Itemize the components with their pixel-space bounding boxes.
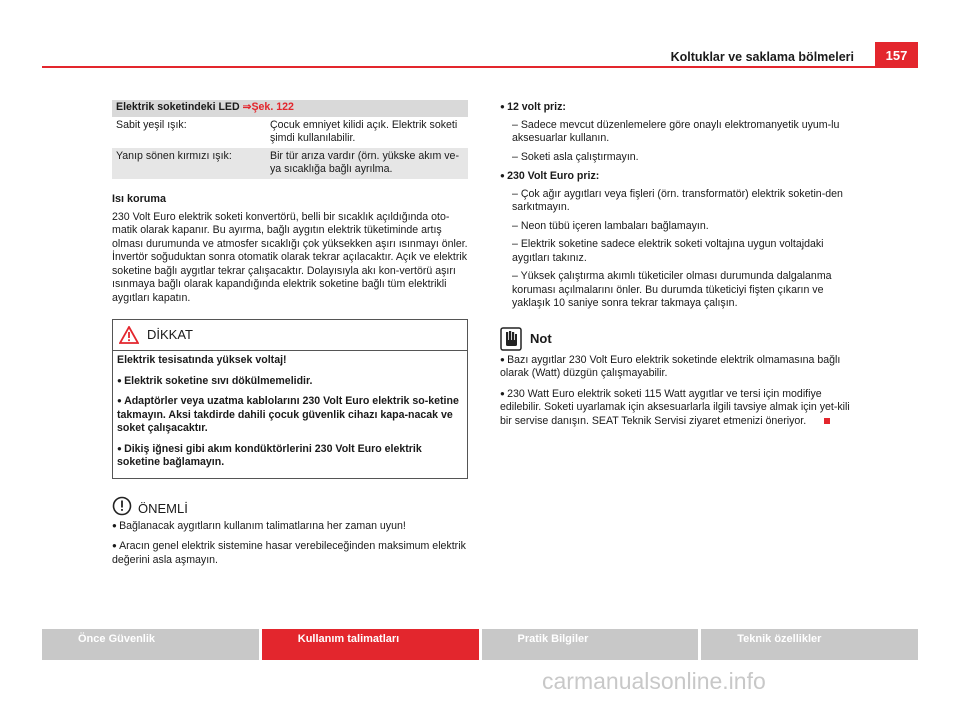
watermark: carmanualsonline.info [542, 668, 766, 694]
led-table [112, 100, 468, 179]
warning-header [113, 320, 467, 351]
list-item: ● Aracın genel elektrik sistemine hasar verebileceğinden maksimum elektrik değerini asla aşmayın. [112, 539, 468, 567]
led-table-title: Elektrik soketindeki LED [116, 101, 240, 113]
note-title: Not [530, 330, 552, 346]
tab-technical-specs[interactable]: Teknik özellikler [701, 629, 918, 660]
list-item-text: Çok ağır aygıtları veya fişleri (örn. transformatör) elektrik soketin-den sarkıtmayın. [512, 187, 843, 213]
v12-title: ● 12 volt priz: [500, 100, 860, 115]
warning-box [112, 319, 468, 479]
important-title: ÖNEMLİ [138, 500, 188, 516]
list-item-text: Yüksek çalıştırma akımlı tüketiciler olması durumunda dalgalanma koruması açılmalarını önler. Bu durumda tüketiciyi fişten çıkarın ve yaklaşık 10 saniye sonra tekrar takmaya çalışın. [512, 270, 832, 309]
note-header [500, 325, 860, 353]
led-meaning: Bir tür arıza vardır (örn. yükske akım ve-ya sıcaklığa bağlı ayrılma. [266, 148, 468, 179]
list-item: ● Bağlanacak aygıtların kullanım talimatlarına her zaman uyun! [112, 519, 468, 534]
list-item: – Sadece mevcut düzenlemelere göre onaylı elektromanyetik uyum-lu aksesuarlar kullanın. [512, 118, 840, 144]
list-item: ● Bazı aygıtlar 230 Volt Euro elektrik soketinde elektrik olmamasına bağlı olarak (Watt) düzgün çalışmayabilir. [500, 353, 860, 381]
led-state: Sabit yeşil ışık: [116, 119, 187, 131]
list-item: – Yüksek çalıştırma akımlı tüketiciler olması durumunda dalgalanma koruması açılmalarını önler. Bu durumda tüketiciyi fişten çıkarın ve yaklaşık 10 saniye sonra tekrar takmaya çalışın. [512, 270, 832, 309]
list-item: – Çok ağır aygıtları veya fişleri (örn. transformatör) elektrik soketin-den sarkıtmayın. [512, 187, 843, 213]
figure-ref-link[interactable]: ⇒Şek. 122 [242, 101, 294, 113]
section-title: Koltuklar ve saklama bölmeleri [670, 50, 854, 64]
list-item [500, 387, 860, 429]
section-end-marker [824, 418, 830, 424]
exclamation-circle-icon [112, 496, 132, 516]
led-state: Yanıp sönen kırmızı ışık: [112, 148, 266, 179]
tab-safety[interactable]: Önce Güvenlik [42, 629, 259, 660]
list-item: ● Elektrik soketine sıvı dökülmemelidir. [117, 374, 463, 389]
list-item: – Neon tübü içeren lambaları bağlamayın. [512, 219, 709, 232]
list-item: ● Dikiş iğnesi gibi akım kondüktörlerini 230 Volt Euro elektrik soketine bağlamayın. [117, 442, 463, 470]
tab-operating-instructions[interactable]: Kullanım talimatları [262, 629, 479, 660]
header-rule [42, 66, 918, 68]
heat-text: 230 Volt Euro elektrik soketi konvertörü, belli bir sıcaklık açıldığında oto-matik olarak kapanır. Bu ayırma, bağlı aygıtın elektrik tüketiminde artış olması durumunda ve atmosfer sıcaklığı çok yüksekken aşırı ısınmayı önler. İnvertör soğuduktan sonra otomatik olarak tekrar açılacaktır. Açık ve elektrik soketine bağlı aygıtlar tekrar çalışacaktır. Dolayısıyla akı kon-vertörü aşırı ısınmaya bağlı olarak kapandığında elektrik soketine bağlı tüm elektrikli aygıtları kapatın. [112, 210, 468, 304]
page-number: 157 [875, 42, 918, 68]
table-row [112, 117, 468, 148]
tab-practical-tips[interactable]: Pratik Bilgiler [482, 629, 699, 660]
v230-title: ● 230 Volt Euro priz: [500, 169, 860, 184]
note-hand-icon [500, 327, 522, 351]
right-column [500, 100, 860, 434]
list-item-text: Sadece mevcut düzenlemelere göre onaylı elektromanyetik uyum-lu aksesuarlar kullanın. [512, 118, 840, 144]
table-row [112, 148, 468, 179]
footer-nav [42, 629, 918, 660]
warning-body [113, 351, 467, 478]
warning-title: DİKKAT [147, 327, 193, 343]
left-column [112, 100, 468, 573]
list-item: – Elektrik soketine sadece elektrik soketi voltajına uygun voltajdaki aygıtları takınız. [512, 238, 824, 264]
warning-intro: Elektrik tesisatında yüksek voltaj! [117, 354, 287, 366]
heat-heading: Isı koruma [112, 193, 167, 205]
list-item-text: Elektrik soketine sadece elektrik soketi voltajına uygun voltajdaki aygıtları takınız. [512, 238, 824, 264]
led-meaning: Çocuk emniyet kilidi açık. Elektrik soketi şimdi kullanılabilir. [270, 119, 458, 144]
warning-triangle-icon [119, 326, 139, 344]
list-item-text: 230 Watt Euro elektrik soketi 115 Watt aygıtlar ve tersi için modifiye edilebilir. Soketi uyarlamak için aksesuarlarla ilgili tavsiye almak için yet-kili bir servise danışın. SEAT Teknik Servisi ziyaret etmenizi öneriyor. [500, 387, 850, 427]
important-header [112, 493, 468, 519]
led-table-header [112, 100, 468, 117]
list-item-text: Neon tübü içeren lambaları bağlamayın. [520, 219, 709, 232]
list-item-text: Soketi asla çalıştırmayın. [520, 150, 639, 163]
list-item: ● Adaptörler veya uzatma kablolarını 230 Volt Euro elektrik so-ketine takmayın. Aksi takdirde dahili çocuk güvenlik cihazı kapa-nacak ve soket çalışacaktır. [117, 394, 463, 436]
list-item: – Soketi asla çalıştırmayın. [512, 150, 639, 163]
